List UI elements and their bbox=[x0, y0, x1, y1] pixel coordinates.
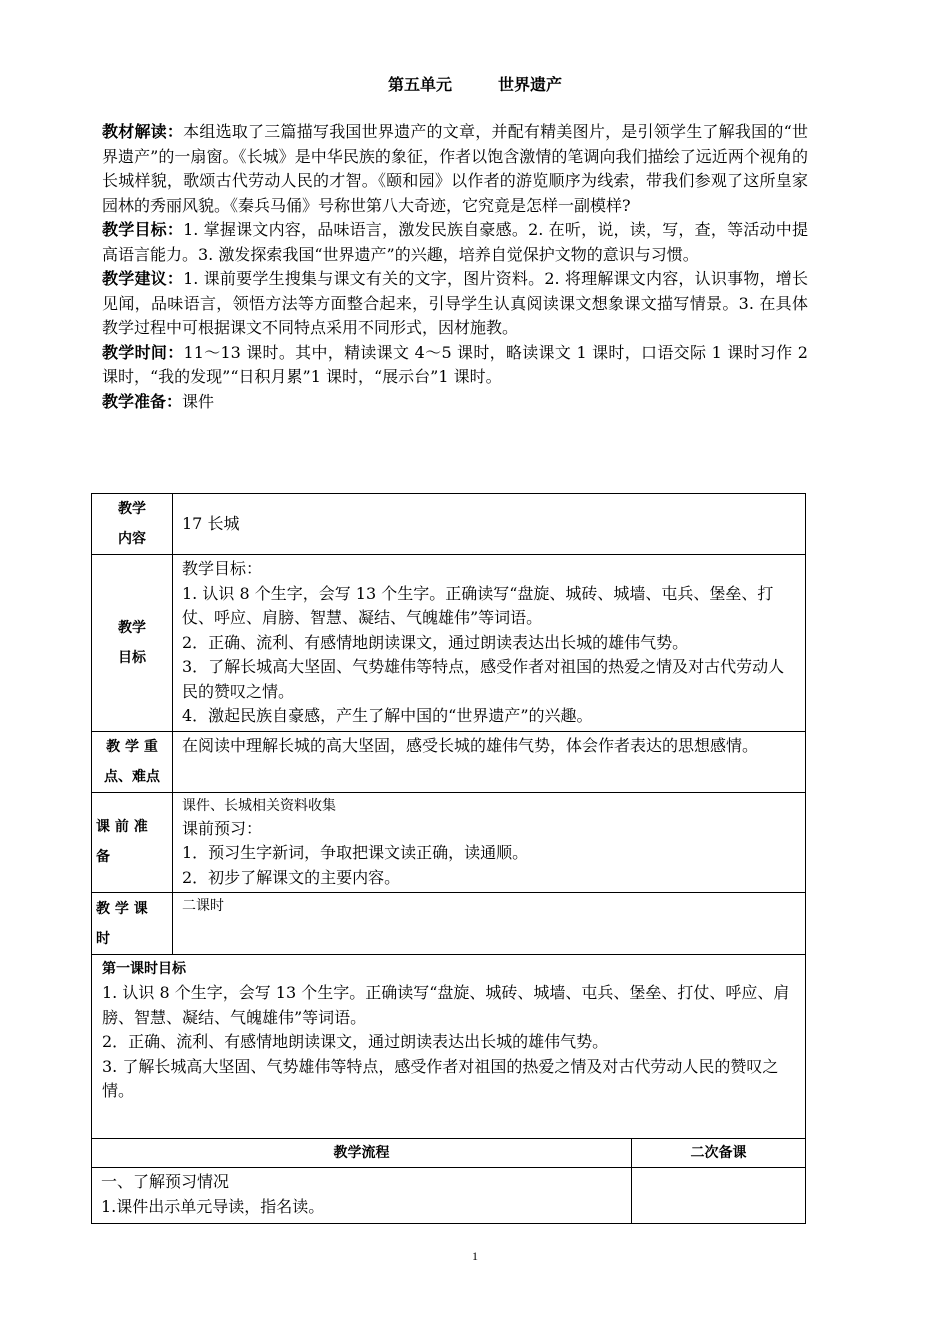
teaching-advice-text: 1. 课前要学生搜集与课文有关的文字，图片资料。2. 将理解课文内容，认识事物，增长见闻，品味语言，领悟方法等方面整合起来，引导学生认真阅读课文想象课文描写情景。3. 在具体教学过程中可根据课文不同特点采用不同形式，因材施教。 bbox=[102, 269, 808, 337]
goal-label bbox=[92, 555, 173, 732]
lesson-plan-table bbox=[91, 493, 806, 1224]
teaching-advice bbox=[102, 267, 808, 341]
textbook-analysis-text: 本组选取了三篇描写我国世界遗产的文章，并配有精美图片，是引领学生了解我国的“世界遗产”的一扇窗。《长城》是中华民族的象征，作者以饱含激情的笔调向我们描绘了远近两个视角的长城样貌，歌颂古代劳动人民的才智。《颐和园》以作者的游览顺序为线索，带我们参观了这所皇家园林的秀丽风貌。《秦兵马俑》号称世第八大奇迹，它究竟是怎样一副模样? bbox=[102, 122, 808, 215]
teaching-prep-label: 教学准备： bbox=[102, 391, 183, 411]
teaching-prep-text: 课件 bbox=[182, 391, 215, 411]
second-prep-content bbox=[632, 1168, 806, 1224]
teaching-goals-text: 1. 掌握课文内容，品味语言，激发民族自豪感。2. 在听，说，读，写，查，等活动中提高语言能力。3. 激发探索我国“世界遗产”的兴趣，培养自觉保护文物的意识与习惯。 bbox=[102, 220, 808, 264]
flow-line: 1.课件出示单元导读，指名读。 bbox=[101, 1196, 325, 1216]
teaching-prep bbox=[102, 390, 808, 415]
prep-line: 2．初步了解课文的主要内容。 bbox=[182, 867, 401, 887]
teaching-goals-label: 教学目标： bbox=[102, 220, 184, 239]
prep-label-line1: 课 前 准 bbox=[96, 819, 148, 836]
second-prep-header: 二次备课 bbox=[632, 1139, 806, 1168]
flow-content bbox=[92, 1168, 632, 1224]
row-flow-header bbox=[92, 1139, 806, 1168]
goal-line: 1. 认识 8 个生字，会写 13 个生字。正确读写“盘旋、城砖、城墙、屯兵、堡垒、打仗、呼应、肩膀、智慧、凝结、气魄雄伟”等词语。 bbox=[182, 583, 774, 627]
goal-line: 2．正确、流利、有感情地朗读课文，通过朗读表达出长城的雄伟气势。 bbox=[182, 632, 689, 652]
prep-content bbox=[173, 792, 806, 893]
unit-overview bbox=[102, 120, 808, 414]
flow-line: 一、了解预习情况 bbox=[101, 1172, 230, 1191]
first-lesson-heading: 第一课时目标 bbox=[102, 961, 186, 977]
row-key-points bbox=[92, 731, 806, 792]
goal-label-line2: 目标 bbox=[118, 649, 146, 666]
hours-content bbox=[173, 893, 806, 955]
goal-line: 4．激起民族自豪感，产生了解中国的“世界遗产”的兴趣。 bbox=[182, 706, 593, 725]
hours-label-line2: 时 bbox=[96, 930, 110, 947]
row-preparation bbox=[92, 792, 806, 893]
key-content: 在阅读中理解长城的高大坚固，感受长城的雄伟气势，体会作者表达的思想感情。 bbox=[173, 731, 806, 792]
first-lesson-goals bbox=[92, 955, 806, 1139]
textbook-analysis-label: 教材解读： bbox=[102, 122, 184, 141]
row-hours bbox=[92, 893, 806, 955]
goal-line: 教学目标： bbox=[182, 559, 263, 578]
row-goals bbox=[92, 555, 806, 732]
first-lesson-line: 1. 认识 8 个生字，会写 13 个生字。正确读写“盘旋、城砖、城墙、屯兵、堡垒、打仗、呼应、肩膀、智慧、凝结、气魄雄伟”等词语。 bbox=[102, 983, 790, 1027]
prep-line: 课前预习： bbox=[182, 818, 263, 838]
goal-line: 3．了解长城高大坚固、气势雄伟等特点，感受作者对祖国的热爱之情及对古代劳动人民的赞叹之情。 bbox=[182, 657, 785, 701]
key-label bbox=[92, 731, 173, 792]
key-label-line1: 教 学 重 bbox=[106, 738, 158, 755]
teaching-time-text: 11～13 课时。其中，精读课文 4～5 课时，略读课文 1 课时，口语交际 1 课时习作 2 课时，“我的发现”“日积月累”1 课时，“展示台”1 课时。 bbox=[102, 342, 808, 386]
page-title bbox=[0, 72, 950, 95]
page-number: 1 bbox=[472, 1249, 478, 1263]
flow-header: 教学流程 bbox=[92, 1139, 632, 1168]
textbook-analysis bbox=[102, 120, 808, 218]
hours-label bbox=[92, 893, 173, 955]
first-lesson-line: 2．正确、流利、有感情地朗读课文，通过朗读表达出长城的雄伟气势。 bbox=[102, 1032, 609, 1051]
prep-materials: 课件、长城相关资料收集 bbox=[182, 797, 336, 814]
first-lesson-line: 3. 了解长城高大坚固、气势雄伟等特点，感受作者对祖国的热爱之情及对古代劳动人民的赞叹之情。 bbox=[102, 1056, 779, 1100]
prep-label bbox=[92, 792, 173, 893]
goal-content bbox=[173, 555, 806, 732]
teaching-goals bbox=[102, 218, 808, 267]
content-value: 17 长城 bbox=[173, 494, 806, 555]
teaching-advice-label: 教学建议： bbox=[102, 269, 184, 288]
row-content bbox=[92, 494, 806, 555]
row-flow bbox=[92, 1168, 806, 1224]
row-first-lesson bbox=[92, 955, 806, 1139]
teaching-time bbox=[102, 341, 808, 390]
prep-line: 1．预习生字新词，争取把课文读正确，读通顺。 bbox=[182, 843, 529, 862]
prep-label-line2: 备 bbox=[96, 849, 110, 866]
unit-name: 世界遗产 bbox=[498, 75, 563, 94]
key-label-line2: 点、难点 bbox=[104, 768, 160, 785]
teaching-time-label: 教学时间： bbox=[102, 342, 184, 362]
unit-number: 第五单元 bbox=[387, 75, 452, 94]
goal-label-line1: 教学 bbox=[118, 619, 146, 636]
content-label bbox=[92, 494, 173, 555]
content-label-line1: 教学 bbox=[118, 501, 146, 517]
content-label-line2: 内容 bbox=[118, 531, 146, 547]
hours-label-line1: 教 学 课 bbox=[96, 900, 148, 917]
hours-value: 二课时 bbox=[182, 898, 224, 914]
